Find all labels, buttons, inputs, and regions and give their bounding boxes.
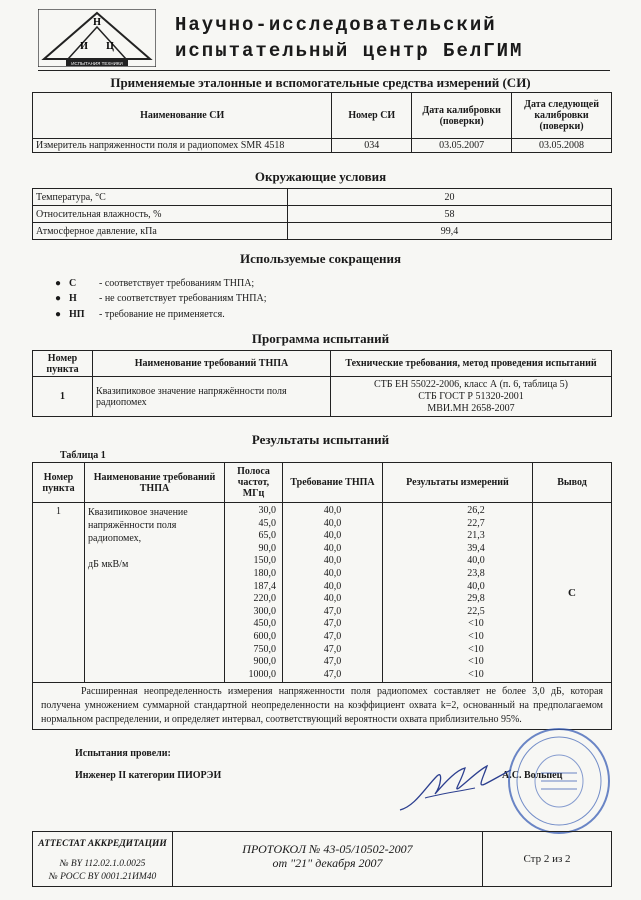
freq-value: 30,0 bbox=[258, 505, 276, 516]
table-row bbox=[33, 377, 612, 417]
limit-value: 40,0 bbox=[323, 530, 342, 542]
limit-value: 40,0 bbox=[323, 542, 342, 554]
env-value: 99,4 bbox=[288, 223, 612, 240]
table-row bbox=[33, 206, 612, 223]
env-table bbox=[32, 188, 612, 240]
results-header-freq: Полоса частот, МГц bbox=[225, 463, 283, 503]
result-value: 39,4 bbox=[467, 542, 485, 554]
bullet-icon: ● bbox=[55, 309, 62, 320]
abbr-code: НП bbox=[69, 309, 85, 320]
si-cell-name: Измеритель напряженности поля и радиопомех SMR 4518 bbox=[33, 139, 332, 153]
table-row bbox=[33, 223, 612, 240]
list-item bbox=[55, 309, 225, 320]
abbr-text: - соответствует требованиям ТНПА; bbox=[99, 278, 255, 289]
program-req-line2: СТБ ГОСТ Р 51320-2001 bbox=[418, 390, 524, 402]
protocol-number: ПРОТОКОЛ № 43-05/10502-2007 bbox=[242, 842, 413, 856]
limit-value: 40,0 bbox=[323, 517, 342, 529]
program-header-num: Номер пункта bbox=[33, 351, 93, 377]
result-value: <10 bbox=[468, 643, 484, 655]
freq-value: 150,0 bbox=[253, 555, 276, 567]
accreditation-title: АТТЕСТАТ АККРЕДИТАЦИИ bbox=[38, 839, 167, 849]
abbr-code: С bbox=[69, 278, 77, 289]
si-cell-calib-date: 03.05.2007 bbox=[412, 139, 512, 153]
results-header-name: Наименование требований ТНПА bbox=[85, 463, 225, 503]
result-value: 40,0 bbox=[467, 580, 485, 592]
signature-icon bbox=[395, 758, 515, 818]
results-result-column bbox=[383, 503, 533, 683]
page-number: Стр 2 из 2 bbox=[523, 853, 571, 865]
freq-value: 180,0 bbox=[253, 567, 276, 579]
results-header-num: Номер пункта bbox=[33, 463, 85, 503]
freq-value: 300,0 bbox=[253, 605, 276, 617]
limit-value: 40,0 bbox=[323, 555, 342, 567]
results-table bbox=[32, 462, 612, 683]
result-value: 22,5 bbox=[467, 605, 485, 617]
accreditation-number-2: № РОСС BY 0001.21ИМ40 bbox=[48, 872, 157, 882]
si-header-next-calib-date: Дата следующей калибровки (поверки) bbox=[512, 93, 612, 139]
results-cell-num: 1 bbox=[33, 503, 85, 683]
header-title-line1: Научно-исследовательский bbox=[175, 14, 497, 36]
limit-value: 47,0 bbox=[323, 668, 342, 680]
program-req-line1: СТБ ЕН 55022-2006, класс А (п. 6, таблица 5) bbox=[374, 378, 568, 390]
results-header-conclusion: Вывод bbox=[533, 463, 612, 503]
freq-value: 450,0 bbox=[253, 618, 276, 630]
results-header-result: Результаты измерений bbox=[383, 463, 533, 503]
result-value: <10 bbox=[468, 618, 484, 630]
result-value: 21,3 bbox=[467, 530, 485, 542]
result-value: <10 bbox=[468, 668, 484, 680]
logo-letter-c: Ц bbox=[106, 41, 114, 52]
env-value: 58 bbox=[288, 206, 612, 223]
freq-value: 1000,0 bbox=[248, 668, 276, 680]
env-value: 20 bbox=[288, 189, 612, 206]
stamp-icon bbox=[505, 725, 613, 837]
program-cell-name: Квазипиковое значение напряжённости поля радиопомех bbox=[93, 377, 331, 417]
si-table bbox=[32, 92, 612, 153]
table-row bbox=[33, 189, 612, 206]
engineer-name: А.С. Вольпец bbox=[502, 770, 563, 781]
program-section-title: Программа испытаний bbox=[251, 331, 390, 346]
si-header-name: Наименование СИ bbox=[33, 93, 332, 139]
results-freq-column bbox=[225, 503, 283, 683]
result-value: 23,8 bbox=[467, 567, 485, 579]
freq-value: 90,0 bbox=[258, 542, 276, 554]
header-title-line2: испытательный центр БелГИМ bbox=[175, 40, 524, 62]
si-cell-next-calib-date: 03.05.2008 bbox=[512, 139, 612, 153]
freq-value: 45,0 bbox=[258, 517, 276, 529]
limit-value: 47,0 bbox=[323, 630, 342, 642]
result-value: 40,0 bbox=[467, 555, 485, 567]
logo-caption: ИСПЫТАНИЯ ТЕХНИКИ bbox=[71, 61, 123, 66]
logo-letter-i: И bbox=[80, 41, 88, 52]
freq-value: 900,0 bbox=[253, 656, 276, 668]
abbr-text: - не соответствует требованиям ТНПА; bbox=[99, 293, 267, 304]
result-value: <10 bbox=[468, 656, 484, 668]
limit-value: 47,0 bbox=[323, 656, 342, 668]
protocol-date: от "21" декабря 2007 bbox=[272, 856, 383, 870]
limit-value: 47,0 bbox=[323, 643, 342, 655]
env-section-title: Окружающие условия bbox=[254, 169, 387, 184]
table-row bbox=[33, 139, 612, 153]
table-label: Таблица 1 bbox=[60, 450, 106, 461]
belgim-logo bbox=[38, 9, 156, 67]
program-table bbox=[32, 350, 612, 417]
result-value: 26,2 bbox=[467, 505, 485, 516]
list-item bbox=[55, 293, 267, 304]
limit-value: 40,0 bbox=[323, 580, 342, 592]
results-header-limit: Требование ТНПА bbox=[283, 463, 383, 503]
engineer-role: Инженер II категории ПИОРЭИ bbox=[75, 770, 222, 781]
si-section-title: Применяемые эталонные и вспомогательные средства измерений (СИ) bbox=[110, 75, 531, 90]
env-label: Атмосферное давление, кПа bbox=[33, 223, 288, 240]
conducted-label: Испытания провели: bbox=[75, 748, 171, 759]
results-limit-column bbox=[283, 503, 383, 683]
program-header-name: Наименование требований ТНПА bbox=[93, 351, 331, 377]
logo-letter-n: Н bbox=[93, 17, 101, 28]
limit-value: 47,0 bbox=[323, 605, 342, 617]
limit-value: 40,0 bbox=[323, 593, 342, 605]
abbr-section-title: Используемые сокращения bbox=[240, 251, 401, 266]
results-cell-unit: дБ мкВ/м bbox=[88, 559, 129, 570]
limit-value: 47,0 bbox=[323, 618, 342, 630]
result-value: 29,8 bbox=[467, 593, 485, 605]
freq-value: 750,0 bbox=[253, 643, 276, 655]
result-value: 22,7 bbox=[467, 517, 485, 529]
header-divider bbox=[38, 70, 610, 71]
results-cell-name: Квазипиковое значение напряжённости поля радиопомех, bbox=[88, 507, 188, 544]
program-cell-num: 1 bbox=[33, 377, 93, 417]
list-item bbox=[55, 278, 254, 289]
footer-box bbox=[32, 831, 612, 887]
freq-value: 187,4 bbox=[253, 580, 276, 592]
limit-value: 40,0 bbox=[323, 505, 342, 516]
env-label: Температура, °С bbox=[33, 189, 288, 206]
si-header-number: Номер СИ bbox=[332, 93, 412, 139]
bullet-icon: ● bbox=[55, 293, 62, 304]
program-header-req: Технические требования, метод проведения испытаний bbox=[331, 351, 612, 377]
abbr-code: Н bbox=[69, 293, 77, 304]
freq-value: 220,0 bbox=[253, 593, 276, 605]
program-req-line3: МВИ.МН 2658-2007 bbox=[427, 402, 515, 414]
accreditation-number-1: № BY 112.02.1.0.0025 bbox=[59, 859, 146, 869]
uncertainty-note: Расширенная неопределенность измерения напряженности поля радиопомех составляет не более 3,0 дБ, которая получена умножением суммарной стандартной неопределенности на коэффициент охвата k=2, основанный на предполагаемом нормальном распределении, и определяет интервал, соответствующий вероятности охвата приблизительно 95%. bbox=[32, 683, 612, 730]
result-value: <10 bbox=[468, 630, 484, 642]
freq-value: 65,0 bbox=[258, 530, 276, 542]
limit-value: 40,0 bbox=[323, 567, 342, 579]
abbr-text: - требование не применяется. bbox=[99, 309, 225, 320]
freq-value: 600,0 bbox=[253, 630, 276, 642]
bullet-icon: ● bbox=[55, 278, 62, 289]
si-header-calib-date: Дата калибровки (поверки) bbox=[412, 93, 512, 139]
results-cell-conclusion: С bbox=[533, 503, 612, 683]
env-label: Относительная влажность, % bbox=[33, 206, 288, 223]
results-section-title: Результаты испытаний bbox=[251, 432, 390, 447]
si-cell-number: 034 bbox=[332, 139, 412, 153]
table-row bbox=[33, 503, 612, 683]
